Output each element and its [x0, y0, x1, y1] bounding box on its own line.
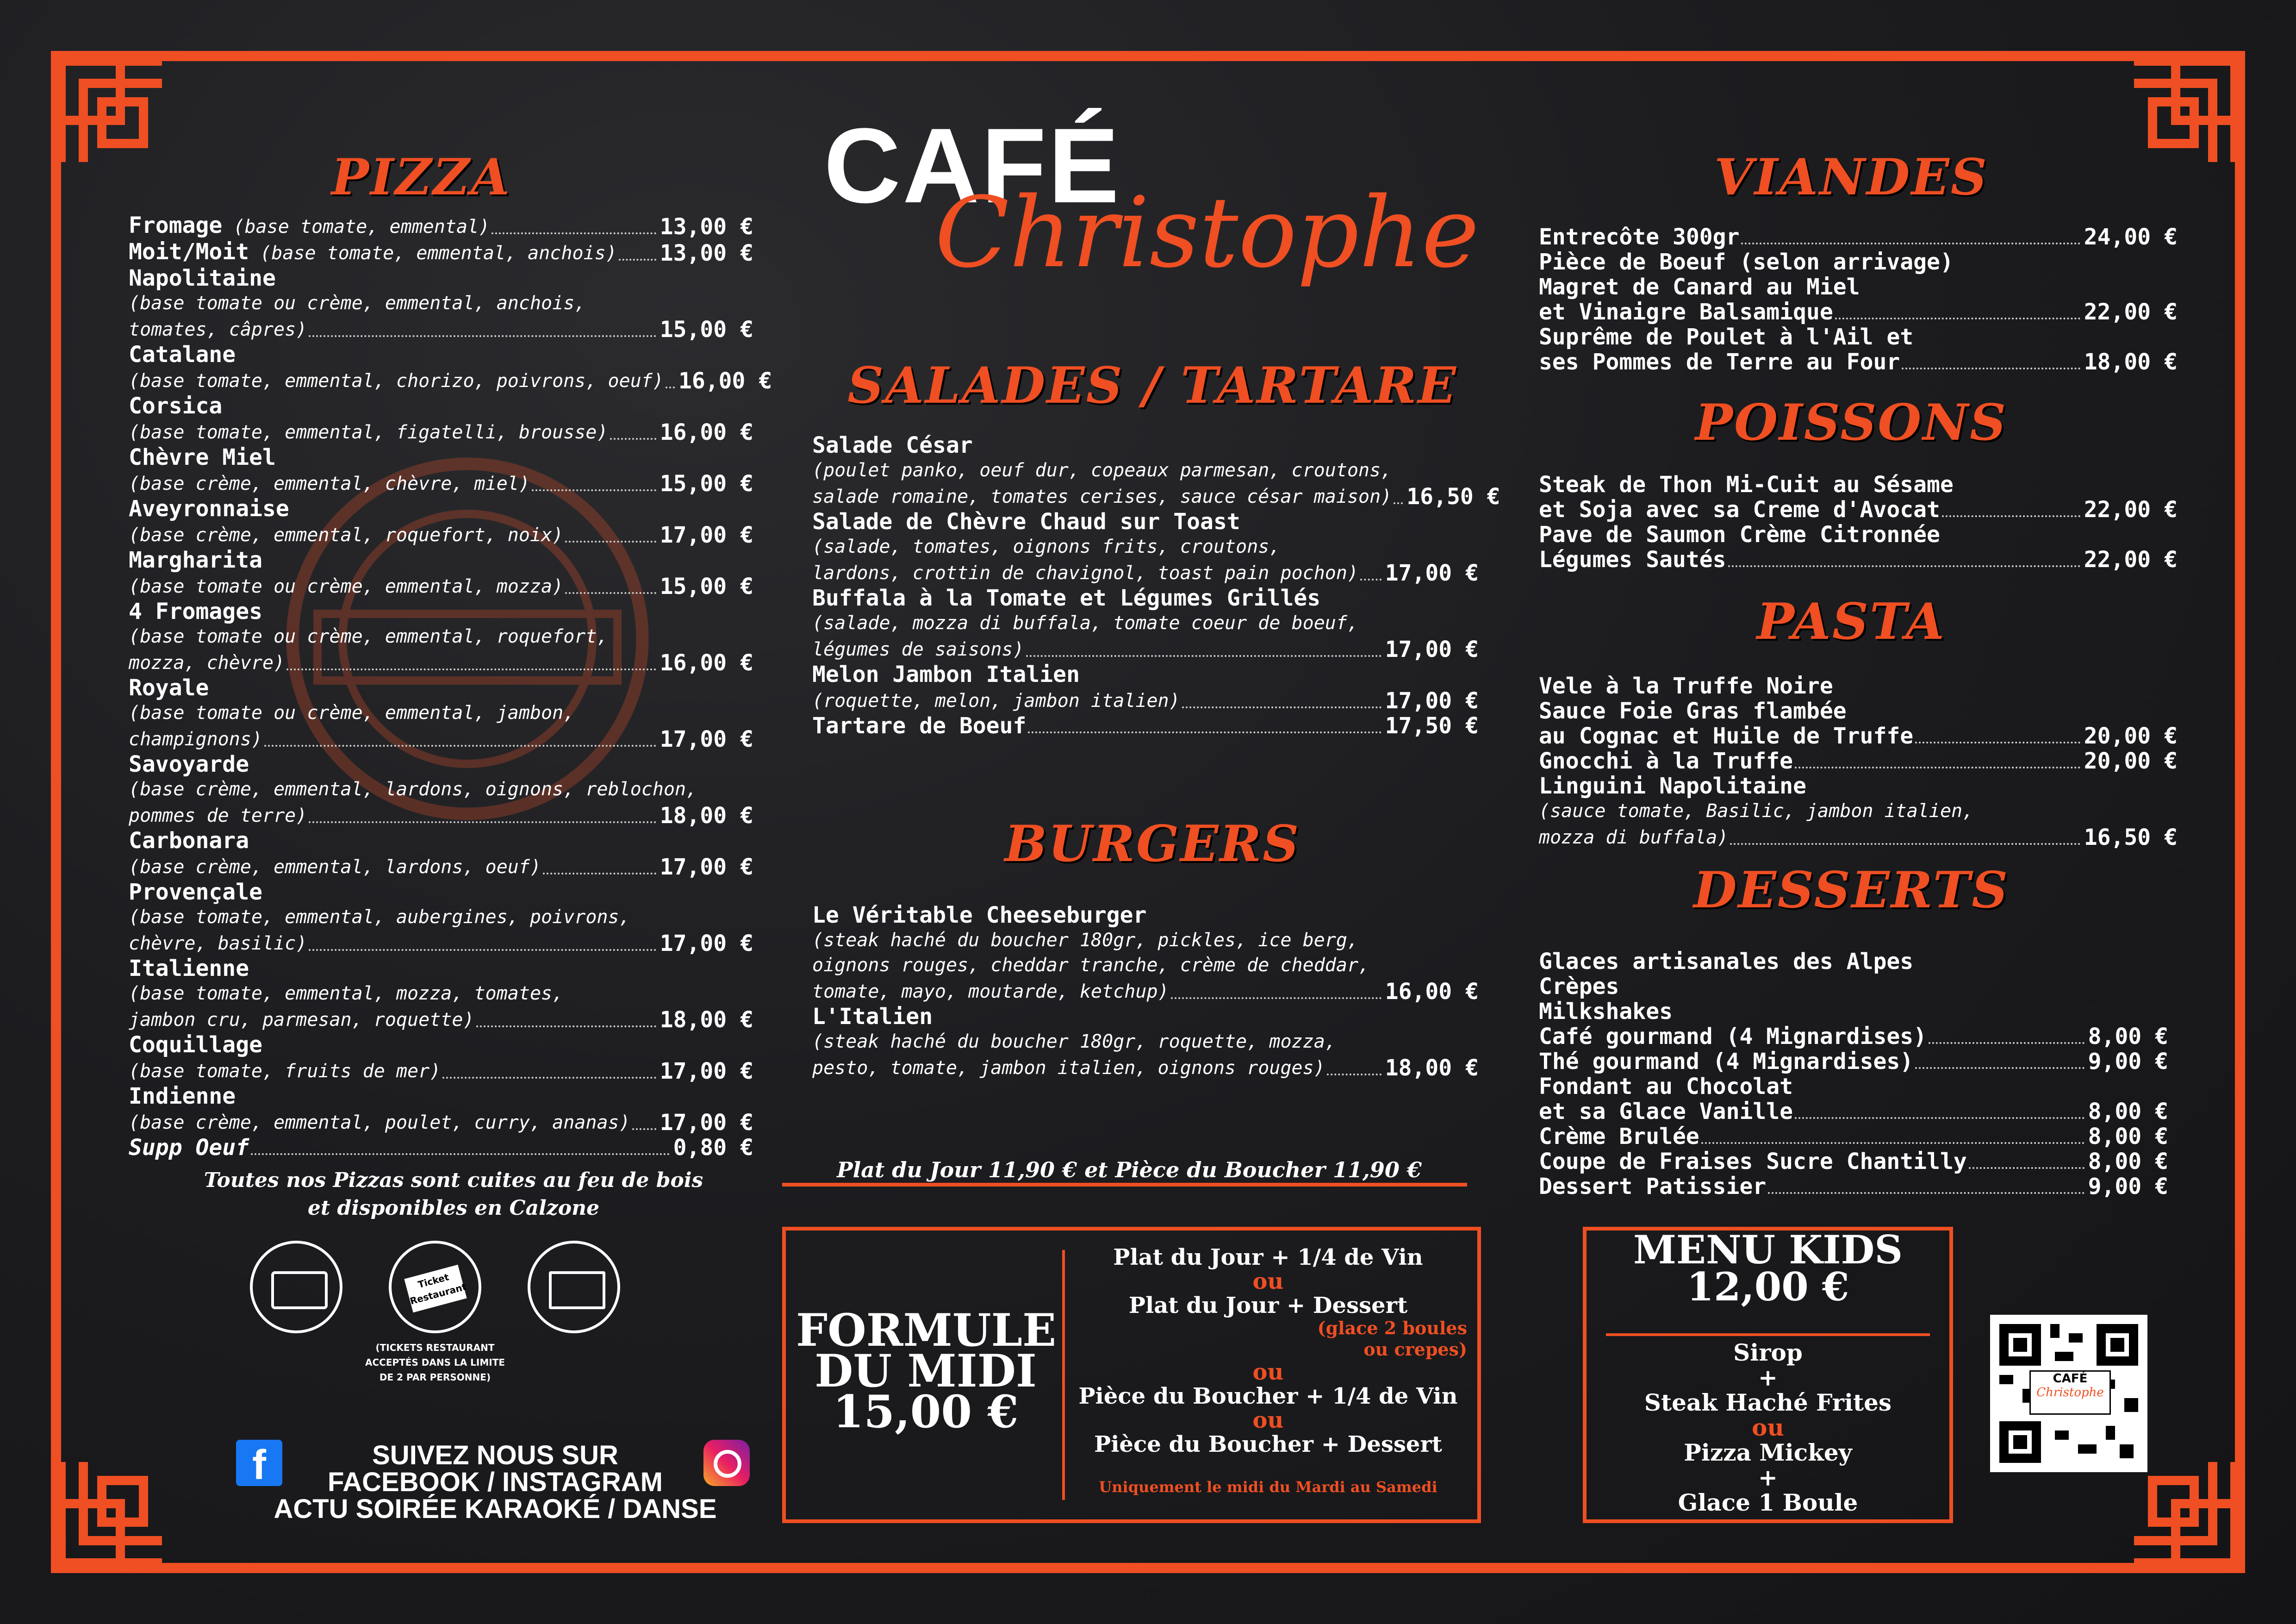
- item-name: Salade de Chèvre Chaud sur Toast: [812, 509, 1240, 535]
- item-name: Moit/Moit: [129, 239, 249, 265]
- item-description: (base tomate, emmental): [222, 216, 490, 237]
- item-price: 15,00 €: [660, 317, 753, 343]
- dotted-leader: [632, 1128, 656, 1130]
- item-description: (base tomate ou crème, emmental, anchois,: [129, 293, 586, 314]
- dotted-leader: [619, 259, 656, 261]
- dotted-leader: [251, 1153, 670, 1155]
- formule-title: FORMULE DU MIDI 15,00 €: [796, 1304, 1057, 1438]
- item-description: (base tomate, emmental, chorizo, poivrons, oeuf): [129, 370, 664, 392]
- item-price: 24,00 €: [2084, 224, 2178, 250]
- item-name: et Soja avec sa Creme d'Avocat: [1539, 497, 1940, 523]
- menu-item-row: [812, 636, 1479, 662]
- item-label: [1539, 1049, 1913, 1074]
- item-price: 9,00 €: [2088, 1174, 2168, 1199]
- item-label: [812, 713, 1026, 738]
- item-name: Entrecôte 300gr: [1539, 224, 1740, 250]
- item-description: champignons): [129, 729, 262, 750]
- item-description: (salade, tomates, oignons frits, croutons,: [812, 536, 1281, 557]
- item-name: Provençale: [129, 879, 262, 905]
- item-name: Coupe de Fraises Sucre Chantilly: [1539, 1149, 1967, 1174]
- dotted-leader: [309, 821, 656, 823]
- poissons-list: [1539, 472, 2178, 572]
- item-price: 17,00 €: [660, 522, 753, 548]
- plat-du-jour-line: Plat du Jour 11,90 € et Pièce du Boucher 11,90 €: [837, 1157, 1422, 1182]
- kids-title: MENU KIDS 12,00 €: [1633, 1227, 1903, 1310]
- menu-item-row: [1539, 1049, 2168, 1074]
- item-label: [812, 483, 1392, 509]
- kids-divider: [1606, 1333, 1930, 1336]
- ticket-restaurant-icon: Ticket Restaurant: [389, 1241, 481, 1333]
- item-name: Indienne: [129, 1083, 236, 1109]
- item-price: 22,00 €: [2084, 497, 2178, 523]
- dotted-leader: [532, 489, 656, 491]
- corner-ornament: [51, 51, 171, 171]
- item-description: (steak haché du boucher 180gr, roquette, mozza,: [812, 1031, 1336, 1052]
- social-text: SUIVEZ NOUS SUR FACEBOOK / INSTAGRAM ACTU SOIRÉE KARAOKÉ / DANSE: [274, 1440, 717, 1524]
- logo-cafe-text: CAFÉ: [824, 106, 1121, 225]
- item-name: Napolitaine: [129, 265, 276, 291]
- ticket-note: (TICKETS RESTAURANT ACCEPTÉS DANS LA LIMITE DE 2 PAR PERSONNE): [365, 1342, 505, 1383]
- item-name: Supp Oeuf: [129, 1135, 249, 1161]
- menu-item-row: [1539, 300, 2178, 325]
- item-label: [1539, 1149, 1967, 1174]
- item-name: et Vinaigre Balsamique: [1539, 299, 1833, 325]
- menu-item-row: [812, 687, 1479, 713]
- menu-item-row: [129, 802, 753, 828]
- item-price: 15,00 €: [660, 471, 753, 497]
- item-label: [129, 1109, 630, 1135]
- menu-item-row: [812, 559, 1479, 586]
- item-label: [129, 316, 307, 342]
- item-price: 18,00 €: [2084, 349, 2178, 375]
- item-label: [1539, 497, 1940, 522]
- menu-item-row: [812, 713, 1479, 738]
- item-name: Steak de Thon Mi-Cuit au Sésame: [1539, 472, 1954, 498]
- item-name: Linguini Napolitaine: [1539, 773, 1806, 799]
- item-description: (base crème, emmental, poulet, curry, ananas): [129, 1112, 630, 1133]
- item-name: Le Véritable Cheeseburger: [812, 902, 1147, 928]
- item-label: [1539, 1024, 1927, 1049]
- menu-item-row: [1539, 824, 2178, 850]
- item-name: Catalane: [129, 342, 236, 368]
- item-description: (roquette, melon, jambon italien): [812, 690, 1180, 712]
- credit-card-icon: [250, 1241, 342, 1333]
- item-label: [1539, 1174, 1766, 1199]
- menu-item-row: [129, 930, 753, 956]
- item-name: Crème Brulée: [1539, 1124, 1699, 1149]
- item-price: 16,00 €: [678, 368, 772, 394]
- item-label: [129, 649, 285, 675]
- item-name: Carbonara: [129, 828, 249, 854]
- item-description: mozza di buffala): [1539, 827, 1729, 848]
- item-name: 4 Fromages: [129, 599, 262, 625]
- menu-item-row: [812, 483, 1500, 510]
- item-name: Glaces artisanales des Alpes: [1539, 949, 1914, 974]
- item-description: oignons rouges, cheddar tranche, crème de cheddar,: [812, 955, 1370, 976]
- menu-item-row: [1539, 547, 2178, 572]
- facebook-icon[interactable]: f: [236, 1440, 282, 1486]
- item-label: [1539, 547, 1726, 572]
- dotted-leader: [1902, 368, 2080, 369]
- menu-item-row: [129, 470, 753, 496]
- desserts-title: DESSERTS: [1693, 861, 2010, 919]
- item-price: 17,00 €: [660, 1058, 753, 1084]
- menu-item-row: [129, 213, 753, 239]
- item-price: 16,50 €: [2084, 824, 2178, 850]
- item-description: chèvre, basilic): [129, 933, 307, 954]
- dotted-leader: [492, 232, 656, 234]
- item-name: Royale: [129, 675, 209, 701]
- item-description: (base tomate, fruits de mer): [129, 1061, 441, 1082]
- qr-logo: CAFÉ Christophe: [2029, 1370, 2111, 1415]
- desserts-list: [1539, 949, 2168, 1199]
- dotted-leader: [1929, 1042, 2084, 1044]
- item-description: (base crème, emmental, roquefort, noix): [129, 525, 564, 546]
- item-description: légumes de saisons): [812, 639, 1024, 660]
- menu-item-row: [129, 367, 772, 394]
- menu-item-row: [812, 978, 1479, 1004]
- item-label: [129, 1057, 441, 1084]
- item-price: 18,00 €: [660, 803, 753, 829]
- menu-item-row: [1539, 1149, 2168, 1174]
- dotted-leader: [1728, 565, 2080, 567]
- item-name: Fondant au Chocolat: [1539, 1074, 1793, 1099]
- item-price: 17,00 €: [1385, 688, 1479, 714]
- dotted-leader: [309, 949, 656, 951]
- item-name: Buffala à la Tomate et Légumes Grillés: [812, 585, 1321, 611]
- item-description: (sauce tomate, Basilic, jambon italien,: [1539, 800, 1974, 822]
- burgers-list: [812, 903, 1479, 1081]
- item-name: Savoyarde: [129, 751, 249, 777]
- dotted-leader: [1835, 318, 2080, 319]
- item-label: [812, 1054, 1325, 1081]
- dotted-leader: [1028, 731, 1381, 733]
- item-price: 0,80 €: [673, 1135, 753, 1161]
- item-name: au Cognac et Huile de Truffe: [1539, 723, 1914, 749]
- item-description: (base crème, emmental, lardons, oignons, reblochon,: [129, 779, 697, 800]
- item-name: Fromage: [129, 212, 223, 238]
- item-name: Dessert Patissier: [1539, 1174, 1767, 1199]
- item-price: 17,00 €: [1385, 637, 1479, 662]
- menu-item-row: [1539, 1099, 2168, 1124]
- item-description: pommes de terre): [129, 805, 307, 826]
- item-name: L'Italien: [812, 1004, 933, 1030]
- formule-divider: [1062, 1250, 1065, 1500]
- item-name: Légumes Sautés: [1539, 547, 1726, 573]
- dotted-leader: [1915, 1067, 2084, 1069]
- item-label: [129, 213, 490, 239]
- menu-item-row: [129, 853, 753, 880]
- item-label: [129, 802, 307, 828]
- pizza-title: PIZZA: [331, 148, 511, 206]
- item-description: (base tomate, emmental, figatelli, brousse): [129, 422, 608, 443]
- item-label: [812, 687, 1180, 713]
- item-price: 20,00 €: [2084, 723, 2178, 749]
- dotted-leader: [309, 335, 656, 337]
- dotted-leader: [543, 873, 656, 874]
- item-name: Suprême de Poulet à l'Ail et: [1539, 324, 1914, 350]
- dotted-leader: [1768, 1192, 2084, 1194]
- menu-item-row: [1539, 225, 2178, 250]
- item-name: Milkshakes: [1539, 999, 1673, 1024]
- dotted-leader: [565, 541, 656, 543]
- dotted-leader: [666, 387, 675, 388]
- menu-item-row: [129, 1057, 753, 1084]
- item-label: [129, 367, 664, 394]
- dotted-leader: [610, 438, 656, 440]
- item-name: Tartare de Boeuf: [812, 713, 1027, 739]
- item-description: tomates, câpres): [129, 319, 307, 340]
- dotted-leader: [286, 668, 656, 670]
- dotted-leader: [1182, 706, 1381, 708]
- menu-item-row: [129, 573, 753, 599]
- item-name: Pave de Saumon Crème Citronnée: [1539, 522, 1940, 548]
- dotted-leader: [1730, 843, 2080, 845]
- item-description: (base crème, emmental, lardons, oeuf): [129, 856, 541, 878]
- item-label: [812, 978, 1169, 1004]
- menu-item-row: [1539, 1174, 2168, 1199]
- item-price: 9,00 €: [2088, 1049, 2168, 1074]
- item-name: Aveyronnaise: [129, 496, 289, 522]
- item-label: [812, 559, 1358, 586]
- item-name: Margharita: [129, 547, 262, 573]
- item-label: [129, 521, 563, 548]
- item-description: (base tomate ou crème, emmental, roquefort,: [129, 626, 608, 647]
- item-name: Coquillage: [129, 1032, 262, 1058]
- item-description: mozza, chèvre): [129, 652, 285, 674]
- item-label: [1539, 1124, 1699, 1149]
- item-price: 13,00 €: [660, 240, 753, 266]
- item-name: Melon Jambon Italien: [812, 662, 1080, 687]
- item-label: [129, 239, 617, 266]
- dotted-leader: [1942, 515, 2080, 517]
- logo-christophe-text: Christophe: [935, 176, 1480, 289]
- menu-item-row: [812, 1054, 1479, 1081]
- item-description: (base tomate ou crème, emmental, jambon,: [129, 702, 575, 724]
- item-description: jambon cru, parmesan, roquette): [129, 1009, 474, 1031]
- dotted-leader: [442, 1077, 656, 1079]
- cash-icon: [528, 1241, 620, 1333]
- item-price: 17,00 €: [660, 931, 753, 956]
- pizza-list: [129, 212, 772, 1161]
- dotted-leader: [1795, 767, 2080, 768]
- item-price: 16,50 €: [1406, 484, 1500, 510]
- item-description: (poulet panko, oeuf dur, copeaux parmesan, croutons,: [812, 460, 1392, 481]
- item-price: 17,00 €: [660, 854, 753, 880]
- burgers-title: BURGERS: [1004, 815, 1300, 873]
- item-price: 17,50 €: [1385, 713, 1479, 739]
- menu-item-row: [129, 239, 753, 266]
- menu-item-row: [129, 521, 753, 548]
- dotted-leader: [264, 745, 656, 747]
- item-price: 18,00 €: [660, 1007, 753, 1033]
- item-label: [1539, 225, 1739, 250]
- dotted-leader: [1327, 1074, 1381, 1075]
- item-price: 16,00 €: [660, 650, 753, 676]
- dotted-leader: [1360, 579, 1381, 581]
- item-name: Vele à la Truffe Noire: [1539, 673, 1833, 699]
- kids-items: Sirop + Steak Haché Frites ou Pizza Mickey + Glace 1 Boule: [1644, 1339, 1892, 1516]
- item-price: 16,00 €: [1385, 979, 1479, 1005]
- item-price: 17,00 €: [1385, 560, 1479, 586]
- item-name: Sauce Foie Gras flambée: [1539, 698, 1847, 724]
- formule-options: Plat du Jour + 1/4 de Vin ou Plat du Jour + Dessert (glace 2 boules ou crepes) ou Pièce du Boucher + 1/4 de Vin ou Pièce du Boucher + Dessert Uniquement le midi du Mardi au Samedi: [1078, 1244, 1467, 1496]
- item-price: 17,00 €: [660, 726, 753, 752]
- dotted-leader: [476, 1025, 656, 1027]
- item-description: (base crème, emmental, chèvre, miel): [129, 473, 530, 494]
- item-label: [1539, 300, 1833, 325]
- item-description: tomate, mayo, moutarde, ketchup): [812, 981, 1169, 1002]
- item-description: salade romaine, tomates cerises, sauce césar maison): [812, 486, 1392, 507]
- item-name: Crèpes: [1539, 974, 1619, 999]
- item-label: [129, 470, 530, 496]
- item-description: lardons, crottin de chavignol, toast pain pochon): [812, 562, 1359, 584]
- item-price: 8,00 €: [2088, 1149, 2168, 1174]
- poissons-title: POISSONS: [1695, 394, 2008, 452]
- dotted-leader: [1171, 997, 1381, 999]
- item-label: [1539, 724, 1913, 749]
- item-price: 17,00 €: [660, 1110, 753, 1136]
- dotted-leader: [565, 592, 656, 594]
- item-description: (base tomate, emmental, aubergines, poivrons,: [129, 906, 630, 928]
- item-price: 8,00 €: [2088, 1099, 2168, 1124]
- dotted-leader: [1969, 1167, 2084, 1169]
- salades-title: SALADES / TARTARE: [847, 356, 1457, 415]
- item-name: Café gourmand (4 Mignardises): [1539, 1024, 1927, 1049]
- item-price: 22,00 €: [2084, 299, 2178, 325]
- dotted-leader: [1741, 243, 2080, 244]
- dotted-leader: [1026, 655, 1381, 657]
- item-label: [1539, 749, 1793, 774]
- item-description: pesto, tomate, jambon italien, oignons rouges): [812, 1057, 1325, 1079]
- item-description: (steak haché du boucher 180gr, pickles, ice berg,: [812, 930, 1359, 951]
- item-label: [812, 636, 1024, 662]
- item-name: Thé gourmand (4 Mignardises): [1539, 1049, 1914, 1074]
- item-name: ses Pommes de Terre au Four: [1539, 349, 1900, 375]
- menu-item-row: [1539, 1024, 2168, 1049]
- item-label: [1539, 350, 1900, 375]
- divider: [782, 1183, 1467, 1187]
- item-description: (base tomate, emmental, mozza, tomates,: [129, 983, 564, 1004]
- dotted-leader: [1915, 742, 2080, 743]
- menu-item-row: [129, 1006, 753, 1032]
- item-name: et sa Glace Vanille: [1539, 1099, 1793, 1124]
- menu-item-row: [129, 1135, 753, 1160]
- item-label: [1539, 1099, 1793, 1124]
- item-label: [129, 930, 307, 956]
- menu-item-row: [1539, 350, 2178, 375]
- viandes-title: VIANDES: [1714, 148, 1988, 206]
- pasta-title: PASTA: [1756, 593, 1946, 651]
- item-label: [129, 725, 262, 752]
- dotted-leader: [1394, 502, 1403, 504]
- item-price: 13,00 €: [660, 214, 753, 240]
- menu-item-row: [129, 418, 753, 445]
- item-name: Pièce de Boeuf (selon arrivage): [1539, 249, 1954, 275]
- item-label: [1539, 824, 1728, 850]
- menu-item-row: [1539, 1124, 2168, 1149]
- item-label: [129, 418, 608, 445]
- item-label: [129, 853, 541, 880]
- menu-item-row: [1539, 749, 2178, 774]
- viandes-list: [1539, 225, 2178, 375]
- item-price: 8,00 €: [2088, 1024, 2168, 1049]
- item-name: Salade César: [812, 432, 973, 458]
- item-description: (base tomate, emmental, anchois): [249, 243, 617, 264]
- item-label: [129, 1135, 249, 1160]
- pasta-list: [1539, 674, 2178, 850]
- item-price: 22,00 €: [2084, 547, 2178, 573]
- item-description: (base tomate ou crème, emmental, mozza): [129, 576, 564, 597]
- menu-item-row: [129, 316, 753, 342]
- item-price: 8,00 €: [2088, 1124, 2168, 1149]
- dotted-leader: [1795, 1117, 2084, 1119]
- pizza-note: Toutes nos Pizzas sont cuites au feu de bois et disponibles en Calzone: [204, 1168, 703, 1220]
- item-name: Magret de Canard au Miel: [1539, 274, 1860, 300]
- corner-ornament: [2125, 51, 2245, 171]
- menu-item-row: [129, 1109, 753, 1135]
- salades-list: [812, 432, 1500, 739]
- item-name: Italienne: [129, 956, 249, 981]
- item-price: 20,00 €: [2084, 748, 2178, 774]
- menu-item-row: [1539, 724, 2178, 749]
- item-price: 16,00 €: [660, 419, 753, 445]
- item-description: (salade, mozza di buffala, tomate coeur de boeuf,: [812, 612, 1359, 634]
- item-name: Gnocchi à la Truffe: [1539, 748, 1793, 774]
- item-name: Chèvre Miel: [129, 444, 276, 470]
- menu-item-row: [129, 725, 753, 752]
- item-price: 18,00 €: [1385, 1055, 1479, 1081]
- item-label: [129, 1006, 474, 1032]
- dotted-leader: [1701, 1142, 2084, 1144]
- item-label: [129, 573, 563, 599]
- menu-item-row: [1539, 497, 2178, 522]
- qr-code[interactable]: [1990, 1315, 2147, 1472]
- item-name: Corsica: [129, 393, 223, 419]
- corner-ornament: [51, 1453, 171, 1573]
- item-price: 15,00 €: [660, 574, 753, 600]
- menu-item-row: [129, 649, 753, 675]
